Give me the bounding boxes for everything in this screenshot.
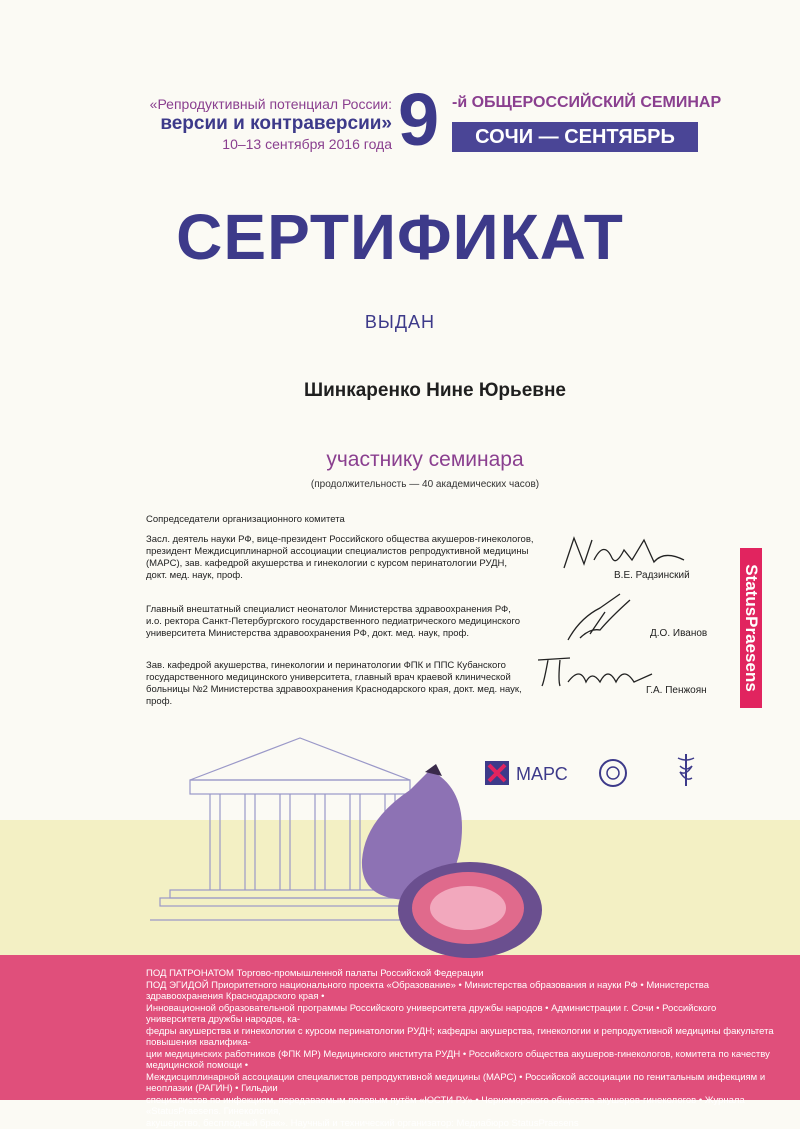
- signature-1: [554, 530, 694, 578]
- signature-2: [560, 588, 650, 648]
- duration-note: (продолжительность — 40 академических часов): [0, 479, 800, 490]
- footer-text: [146, 968, 776, 1129]
- footer-line: Междисциплинарной ассоциации специалистов репродуктивной медицины (МАРС) • Российской ассоциации по генитальным инфекциям и неоплазии (РАГИН) • Гильдии: [146, 1072, 776, 1095]
- committee-heading: Сопредседатели организационного комитета: [146, 514, 345, 526]
- issued-label: ВЫДАН: [0, 312, 800, 333]
- certificate-title: СЕРТИФИКАТ: [0, 200, 800, 274]
- seminar-quote: «Репродуктивный потенциал России:: [120, 96, 392, 113]
- member-3-line: государственного медицинского университета, главный врач краевой клинической: [146, 672, 536, 684]
- signature-3: [530, 652, 660, 692]
- seminar-type: -й ОБЩЕРОССИЙСКИЙ СЕМИНАР: [452, 94, 721, 112]
- seminar-subtitle: версии и контраверсии»: [120, 113, 392, 135]
- footer-line: ПОД ЭГИДОЙ Приоритетного национального проекта «Образование» • Министерства образования и науки РФ • Министерства здравоохранения Краснодарского края •: [146, 980, 776, 1003]
- recipient-name: Шинкаренко Нине Юрьевне: [0, 380, 800, 402]
- member-1-line: Засл. деятель науки РФ, вице-президент Российского общества акушеров-гинекологов,: [146, 534, 536, 546]
- member-1-line: (МАРС), зав. кафедрой акушерства и гинекологии с курсом перинатологии РУДН,: [146, 558, 536, 570]
- committee-member-2: [146, 604, 536, 640]
- sidebar-brand: StatusPraesens: [741, 551, 761, 705]
- footer-line: специалистов по инфекциям, передаваемым половым путём «ЮСТИ РУ» • Черноморского общества акушеров-гинекологов • Журнала «StatusPraesens. Гинекология,: [146, 1095, 776, 1118]
- seminar-location: СОЧИ — СЕНТЯБРЬ: [452, 122, 698, 152]
- footer-line: ции медицинских работников (ФПК МР) Медицинского института РУДН • Российского общества акушеров-гинекологов, комитета по качеству медицинской помощи •: [146, 1049, 776, 1072]
- mars-logo-label: МАРС: [516, 764, 568, 785]
- signer-name-2: Д.О. Иванов: [650, 628, 707, 639]
- footer-line: Инновационной образовательной программы Российского университета дружбы народов • Администрации г. Сочи • Российского университета дружбы народов, ка-: [146, 1003, 776, 1026]
- member-3-line: больницы №2 Министерства здравоохранения Краснодарского края, докт. мед. наук, проф.: [146, 684, 536, 708]
- caduceus-icon: [674, 752, 698, 788]
- member-1-line: президент Междисциплинарной ассоциации специалистов репродуктивной медицины: [146, 546, 536, 558]
- member-2-line: и.о. ректора Санкт-Петербургского государственного педиатрического медицинского: [146, 616, 536, 628]
- statuspraesens-sidebar: [740, 548, 762, 708]
- committee-member-3: [146, 660, 536, 708]
- footer-line: федры акушерства и гинекологии с курсом перинатологии РУДН; кафедры акушерства, гинекологии и репродуктивной медицины факультета повышения квалифика-: [146, 1026, 776, 1049]
- footer-line: акушерство, бесплодный брак». Научный и технический организатор: Медиабюро StatusPraesens: [146, 1118, 776, 1129]
- seminar-heading-left: [120, 96, 392, 153]
- seminar-dates: 10–13 сентября 2016 года: [120, 135, 392, 153]
- signer-name-3: Г.А. Пенжоян: [646, 685, 707, 696]
- member-1-line: докт. мед. наук, проф.: [146, 570, 536, 582]
- fig-fruit-illustration: [350, 760, 550, 960]
- university-emblem-icon: [598, 758, 628, 788]
- member-2-line: университета Министерства здравоохранения РФ, докт. мед. наук, проф.: [146, 628, 536, 640]
- footer-line: ПОД ПАТРОНАТОМ Торгово-промышленной палаты Российской Федерации: [146, 968, 776, 980]
- signer-name-1: В.Е. Радзинский: [614, 570, 690, 581]
- seminar-number: 9: [398, 80, 439, 160]
- participant-role: участнику семинара: [0, 448, 800, 472]
- mars-logo-icon: [484, 760, 510, 786]
- member-2-line: Главный внештатный специалист неонатолог Министерства здравоохранения РФ,: [146, 604, 536, 616]
- committee-member-1: [146, 534, 536, 582]
- member-3-line: Зав. кафедрой акушерства, гинекологии и перинатологии ФПК и ППС Кубанского: [146, 660, 536, 672]
